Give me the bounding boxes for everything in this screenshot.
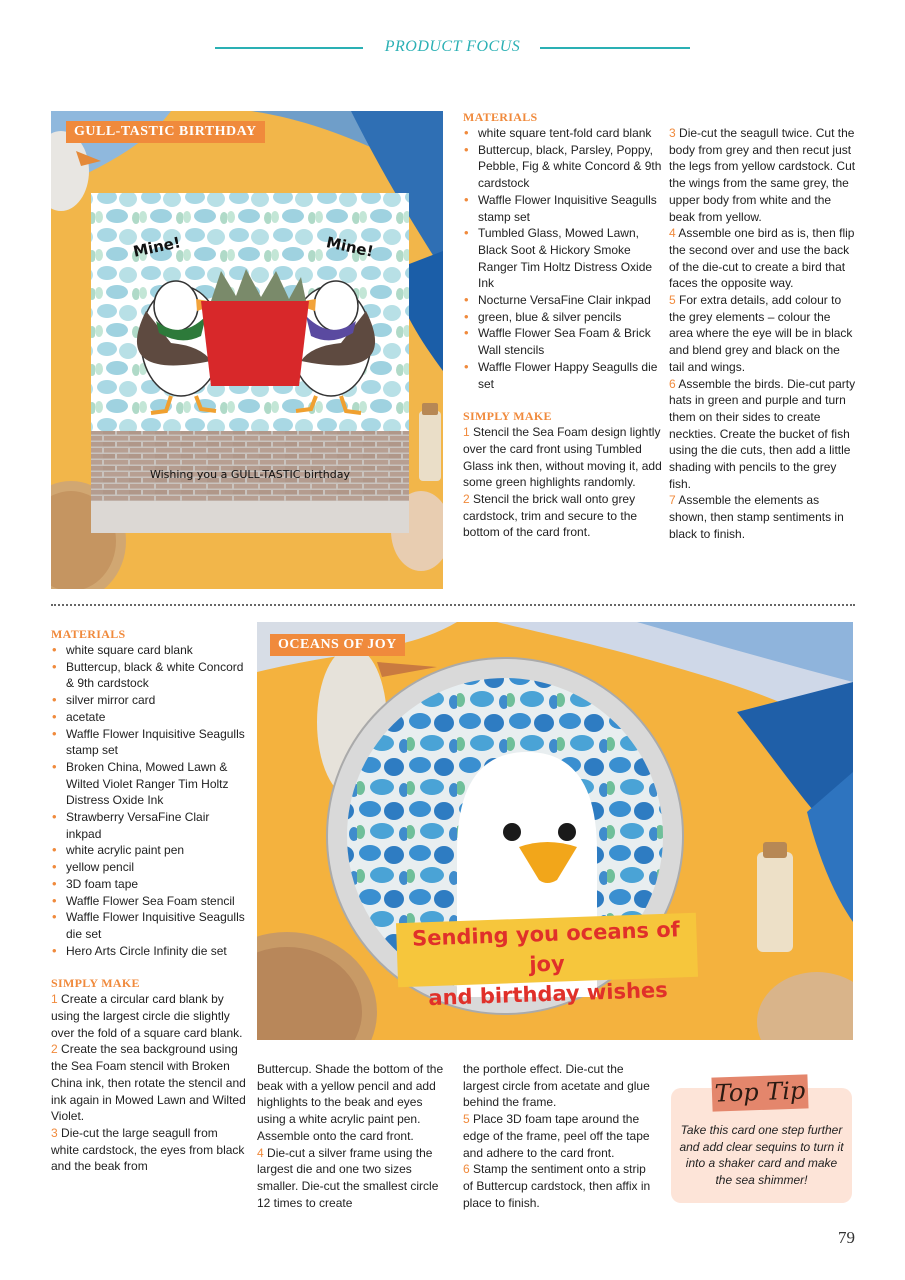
step: 1 Create a circular card blank by using the largest circle die slightly over the fold of a square card blank. (51, 992, 243, 1040)
list-item: • white square card blank (51, 642, 247, 659)
section-divider (51, 604, 855, 606)
card2-sentiment (396, 914, 699, 1014)
list-item: • Hero Arts Circle Infinity die set (51, 943, 247, 960)
project2-steps-column-3 (463, 1061, 651, 1211)
list-item: • yellow pencil (51, 859, 247, 876)
step: 2 Stencil the brick wall onto grey cardstock, trim and secure to the bottom of the card front. (463, 492, 638, 540)
step3-lead: Die-cut the large seagull from white cardstock, the eyes from black and the beak from (51, 1125, 245, 1174)
list-item: • Waffle Flower Inquisitive Seagulls stamp set (463, 192, 663, 225)
list-item: • Waffle Flower Inquisitive Seagulls die set (51, 909, 247, 942)
header-rule-right (540, 47, 690, 49)
section-header (0, 36, 905, 60)
step: 2 Create the sea background using the Sea Foam stencil with Broken China ink, then rotate the stencil and ink again in Mowed Lawn and Wilted Violet. (51, 1042, 246, 1124)
list-item: • Waffle Flower Inquisitive Seagulls stamp set (51, 726, 247, 759)
project1-illustration (51, 111, 443, 589)
step: 5 Place 3D foam tape around the edge of the frame, peel off the tape and adhere to the card front. (463, 1112, 650, 1160)
project2-materials-column (51, 626, 247, 1175)
list-item: • Broken China, Mowed Lawn & Wilted Violet Ranger Tim Holtz Distress Oxide Ink (51, 759, 247, 809)
list-item: • white acrylic paint pen (51, 842, 247, 859)
list-item: • 3D foam tape (51, 876, 247, 893)
list-item: • Waffle Flower Sea Foam stencil (51, 893, 247, 910)
project2-photo (257, 622, 853, 1040)
materials-list (51, 642, 247, 959)
top-tip-title: Top Tip (711, 1074, 808, 1111)
list-item: • acetate (51, 709, 247, 726)
list-item: • Buttercup, black & white Concord & 9th cardstock (51, 659, 247, 692)
page-number: 79 (838, 1228, 855, 1247)
project2-steps-column-2 (257, 1061, 449, 1212)
step: 6 Stamp the sentiment onto a strip of Buttercup cardstock, then affix in place to finish. (463, 1162, 651, 1210)
step-part-a: 4 Die-cut a silver frame using the largest die and one two sizes smaller. Die-cut the smallest circle 12 times to create (257, 1145, 439, 1210)
make-heading: SIMPLY MAKE (51, 976, 140, 991)
list-item: • silver mirror card (51, 692, 247, 709)
card-speech-right: Mine! (324, 233, 376, 261)
section-title: PRODUCT FOCUS (384, 38, 521, 55)
list-item: • Buttercup, black, Parsley, Poppy, Pebble, Fig & white Concord & 9th cardstock (463, 142, 663, 192)
project1-tag: GULL-TASTIC BIRTHDAY (66, 121, 265, 143)
project1-steps-column (669, 125, 857, 543)
list-item: • Tumbled Glass, Mowed Lawn, Black Soot & Hickory Smoke Ranger Tim Holtz Distress Oxide Ink (463, 225, 663, 292)
list-item: • Nocturne VersaFine Clair inkpad (463, 292, 663, 309)
step: 3 Die-cut the seagull twice. Cut the body from grey and then recut just the legs from yellow cardstock. Cut the wings from the same grey, the upper body from white and the beak from yellow. (669, 126, 856, 224)
step-part-b: Buttercup. Shade the bottom of the beak with a yellow pencil and add highlights to the beak and eyes using a white acrylic paint pen. Assemble onto the card front. (257, 1062, 444, 1143)
header-rule-left (215, 47, 363, 49)
list-item: • green, blue & silver pencils (463, 309, 663, 326)
top-tip-text: Take this card one step further and add clear sequins to turn it into a shaker card and make the sea shimmer! (679, 1123, 844, 1187)
project1-materials-column (463, 109, 663, 541)
step-part-b: the porthole effect. Die-cut the largest circle from acetate and glue behind the frame. (463, 1062, 650, 1110)
list-item: • Strawberry VersaFine Clair inkpad (51, 809, 247, 842)
materials-heading: MATERIALS (463, 110, 538, 124)
card2-sentiment-line2: and birthday wishes (427, 977, 669, 1011)
list-item: • white square tent-fold card blank (463, 125, 663, 142)
step: 5 For extra details, add colour to the grey elements – colour the area where the eye will be in black and blend grey and black on the tail and wings. (669, 293, 853, 374)
step-part-a: 3 Die-cut the large seagull from white cardstock, the eyes from black and the beak from (51, 1125, 245, 1174)
project2-tag: OCEANS OF JOY (270, 634, 405, 656)
make-heading: SIMPLY MAKE (463, 409, 552, 424)
list-item: • Waffle Flower Sea Foam & Brick Wall stencils (463, 325, 663, 358)
materials-list (463, 125, 663, 392)
step: 7 Assemble the elements as shown, then stamp sentiments in black to finish. (669, 493, 844, 541)
card2-sentiment-line1: Sending you oceans of joy (411, 917, 681, 977)
step: 1 Stencil the Sea Foam design lightly over the card front using Tumbled Glass ink then, without moving it, add some green highlights randomly. (463, 425, 662, 490)
list-item: • Waffle Flower Happy Seagulls die set (463, 359, 663, 392)
step: 4 Assemble one bird as is, then flip the second over and use the back of the die-cut to create a bird that faces the opposite way. (669, 226, 855, 291)
card1-sentiment: Wishing you a GULL-TASTIC birthday (149, 468, 351, 481)
materials-heading: MATERIALS (51, 627, 126, 641)
project1-photo (51, 111, 443, 589)
card-speech-left: Mine! (131, 233, 183, 261)
step: 6 Assemble the birds. Die-cut party hats in green and purple and turn them on their sides to create neckties. Create the bucket of fish using the die cuts, then add a little shading with pencils to the grey fish. (669, 376, 856, 491)
